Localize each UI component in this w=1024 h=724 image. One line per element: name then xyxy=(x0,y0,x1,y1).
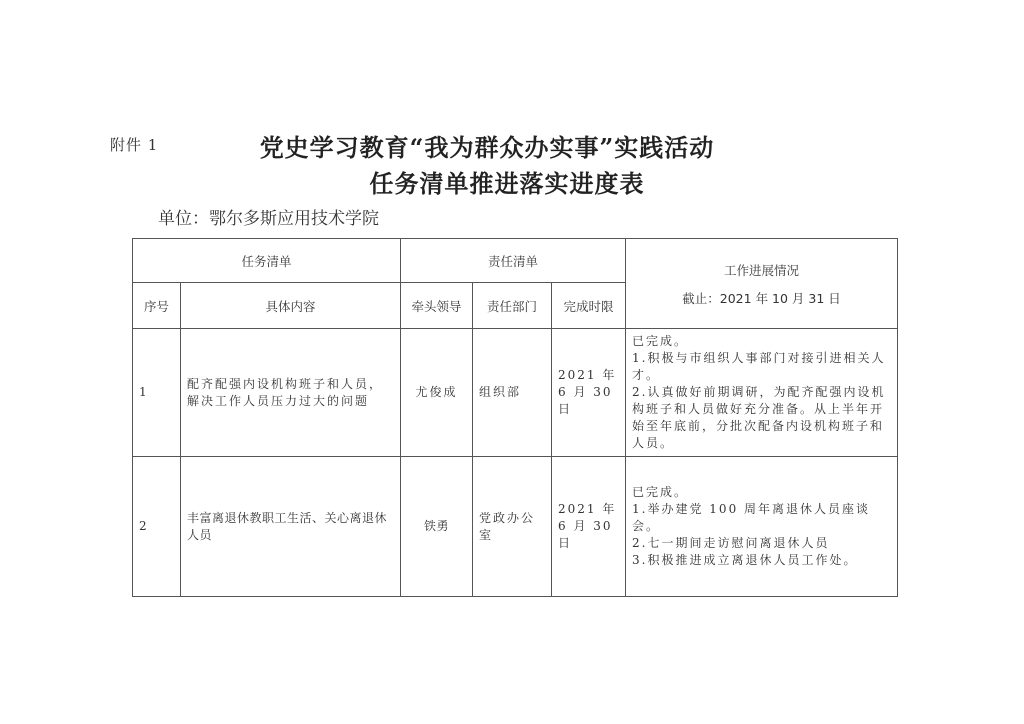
row-deadline: 2021 年 6 月 30 日 xyxy=(552,457,626,597)
progress-line: 3.积极推进成立离退休人员工作处。 xyxy=(632,553,858,567)
progress-line: 已完成。 xyxy=(632,485,689,499)
progress-line: 2.认真做好前期调研，为配齐配强内设机构班子和人员做好充分准备。从上半年开始至年底前，分批次配备内设机构班子和人员。 xyxy=(632,385,886,450)
row-dept: 党政办公室 xyxy=(473,457,552,597)
progress-line: 1.举办建党 100 周年离退休人员座谈会。 xyxy=(632,502,871,533)
col-header-dept: 责任部门 xyxy=(473,283,552,329)
row-no: 1 xyxy=(133,329,181,457)
header-responsibility-list: 责任清单 xyxy=(401,239,626,283)
document-title-line1: 党史学习教育“我为群众办实事”实践活动 xyxy=(259,133,715,162)
row-progress xyxy=(626,457,898,597)
table-row xyxy=(133,457,898,597)
unit-label: 单位：鄂尔多斯应用技术学院 xyxy=(158,209,379,229)
col-header-content: 具体内容 xyxy=(181,283,401,329)
progress-line: 1.积极与市组织人事部门对接引进相关人才。 xyxy=(632,351,886,382)
progress-line: 已完成。 xyxy=(632,334,689,348)
attachment-label: 附件 1 xyxy=(110,136,159,154)
row-no: 2 xyxy=(133,457,181,597)
row-content: 丰富离退休教职工生活、关心离退休人员 xyxy=(181,457,401,597)
row-leader: 尤俊成 xyxy=(401,329,473,457)
col-header-no: 序号 xyxy=(133,283,181,329)
row-dept: 组织部 xyxy=(473,329,552,457)
col-header-deadline: 完成时限 xyxy=(552,283,626,329)
header-progress-title: 工作进展情况 xyxy=(724,262,800,278)
table-row xyxy=(133,329,898,457)
progress-table xyxy=(132,238,898,597)
document-title-line2: 任务清单推进落实进度表 xyxy=(369,169,645,198)
row-content: 配齐配强内设机构班子和人员，解决工作人员压力过大的问题 xyxy=(181,329,401,457)
row-leader: 铁勇 xyxy=(401,457,473,597)
progress-line: 2.七一期间走访慰问离退休人员 xyxy=(632,536,830,550)
header-progress-date: 截止：2021 年 10 月 31 日 xyxy=(682,290,841,306)
row-deadline: 2021 年 6 月 30 日 xyxy=(552,329,626,457)
header-task-list: 任务清单 xyxy=(133,239,401,283)
header-progress xyxy=(626,239,898,329)
row-progress xyxy=(626,329,898,457)
col-header-leader: 牵头领导 xyxy=(401,283,473,329)
